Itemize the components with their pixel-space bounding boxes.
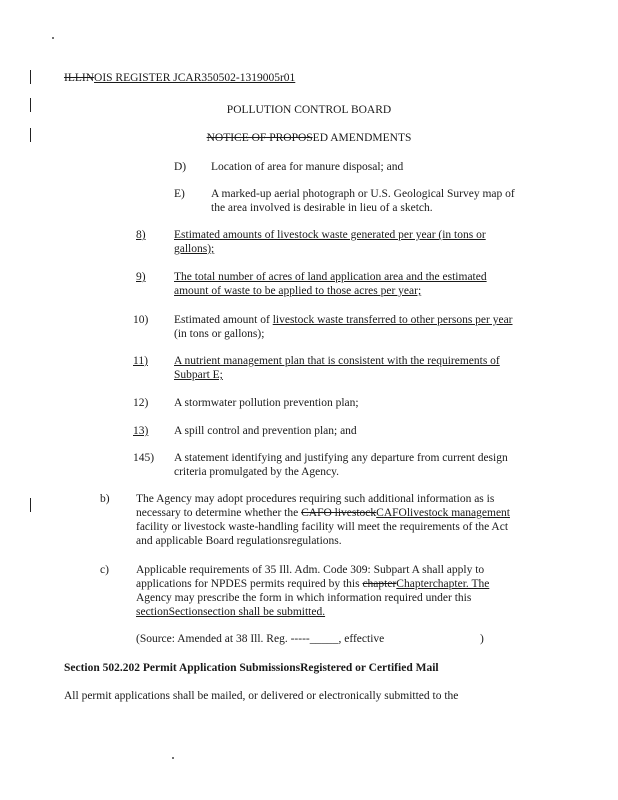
item-number: 145) (133, 452, 155, 464)
item-number: 12) (133, 397, 149, 409)
paragraph-text: and applicable Board regulationsregulations. (136, 535, 342, 547)
scan-speck (52, 37, 54, 39)
item-text: Subpart E; (174, 369, 223, 381)
item-number: 9) (136, 271, 146, 283)
board-title: POLLUTION CONTROL BOARD (226, 104, 392, 116)
item-text: amount of waste to be applied to those acres per year; (174, 285, 422, 297)
item-number: D) (174, 161, 187, 173)
paragraph-number: b) (100, 493, 110, 505)
item-text: Estimated amounts of livestock waste generated per year (in tons or (174, 229, 486, 241)
change-bar (30, 70, 31, 84)
item-text: the area involved is desirable in lieu of a sketch. (211, 202, 433, 214)
item-text: A marked-up aerial photograph or U.S. Geological Survey map of (211, 188, 515, 200)
paragraph-text: sectionSectionsection shall be submitted. (136, 606, 326, 618)
paragraph-text: Agency may prescribe the form in which information required under this (136, 592, 472, 604)
item-text: Estimated amount of livestock waste transferred to other persons per year (174, 314, 513, 326)
section-text: All permit applications shall be mailed, or delivered or electronically submitted to the (64, 690, 459, 702)
section-heading: Section 502.202 Permit Application SubmissionsRegistered or Certified Mail (64, 662, 439, 674)
paragraph-number: c) (100, 564, 109, 576)
item-text: criteria promulgated by the Agency. (174, 466, 339, 478)
item-text: The total number of acres of land application area and the estimated (174, 271, 487, 283)
item-text: A nutrient management plan that is consistent with the requirements of (174, 355, 500, 367)
item-number: E) (174, 188, 185, 200)
paragraph-text: facility or livestock waste-handling facility will meet the requirements of the Act (136, 521, 509, 533)
item-text: A spill control and prevention plan; and (174, 425, 357, 437)
item-number: 13) (133, 425, 149, 437)
paragraph-text: The Agency may adopt procedures requiring such additional information as is (136, 493, 495, 505)
item-number: 8) (136, 229, 146, 241)
item-text: A statement identifying and justifying any departure from current design (174, 452, 508, 464)
change-bar (30, 498, 31, 512)
item-text: (in tons or gallons); (174, 328, 265, 340)
item-text: gallons); (174, 243, 215, 255)
item-number: 11) (133, 355, 148, 367)
item-text: A stormwater pollution prevention plan; (174, 397, 359, 409)
paragraph-text: necessary to determine whether the CAFO livestockCAFOlivestock management (136, 507, 510, 519)
item-number: 10) (133, 314, 149, 326)
notice-title: NOTICE OF PROPOSED AMENDMENTS (206, 132, 412, 144)
register-header: ILLINOIS REGISTER JCAR350502-1319005r01 (64, 72, 296, 84)
source-note: (Source: Amended at 38 Ill. Reg. -----_____, effective (136, 633, 385, 645)
item-text: Location of area for manure disposal; and (211, 161, 404, 173)
paragraph-text: applications for NPDES permits required by this chapterChapterchapter. The (136, 578, 490, 590)
scan-speck (172, 757, 174, 759)
source-close-paren: ) (480, 633, 484, 645)
paragraph-text: Applicable requirements of 35 Ill. Adm. Code 309: Subpart A shall apply to (136, 564, 485, 576)
